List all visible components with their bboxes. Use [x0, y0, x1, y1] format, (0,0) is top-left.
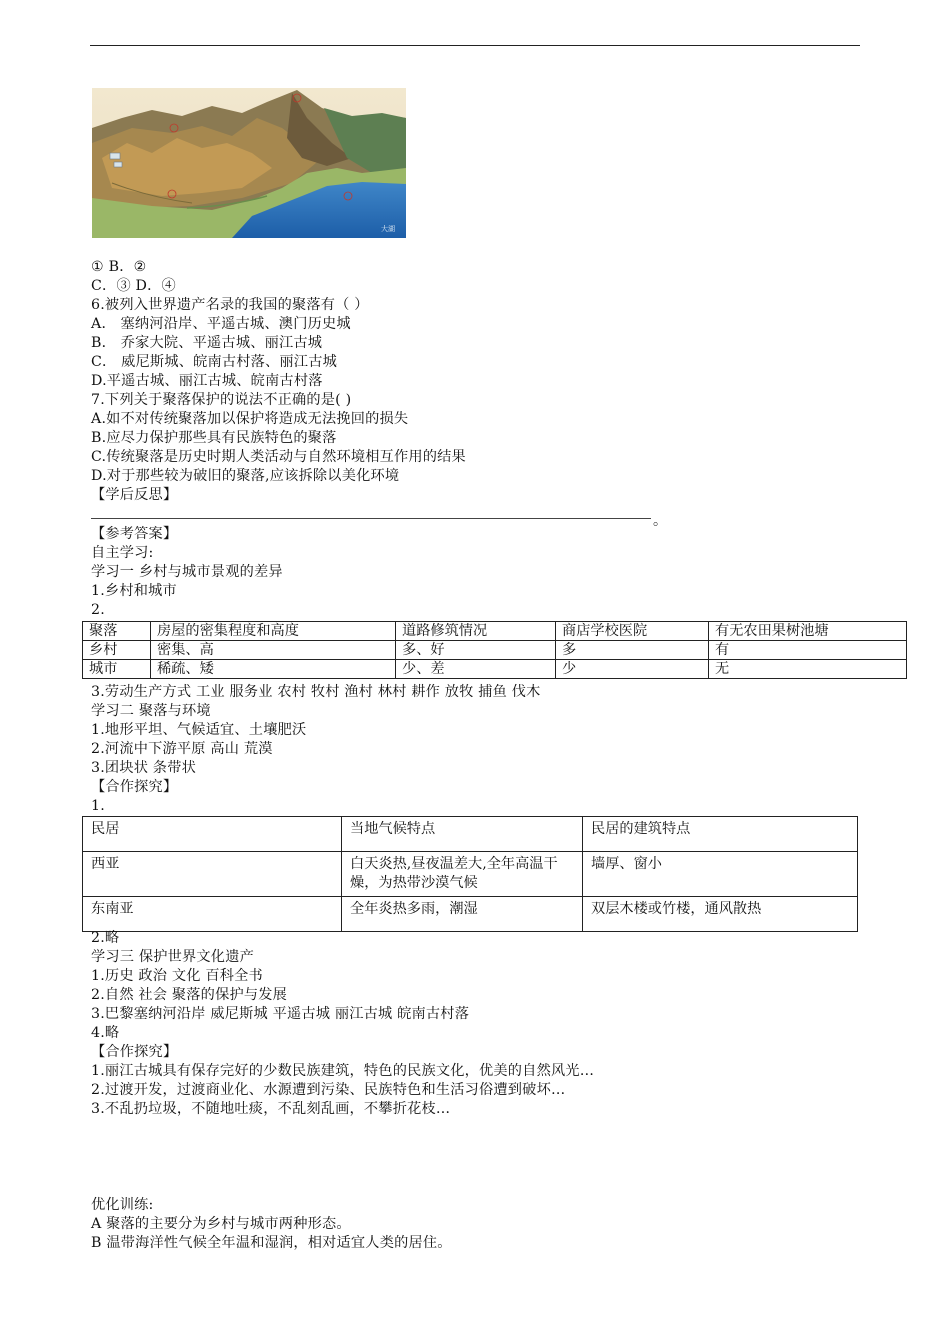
- study2-item2: 2.河流中下游平原 高山 荒漠: [91, 741, 273, 757]
- table-header-cell: 房屋的密集程度和高度: [151, 622, 396, 641]
- table-cell: 城市: [83, 660, 151, 679]
- explore-item3: 3.不乱扔垃圾，不随地吐痰，不乱刻乱画，不攀折花枝…: [91, 1101, 451, 1117]
- study2-title: 学习二 聚落与环境: [91, 703, 211, 719]
- q5-options-row2: C．③ D．④: [91, 278, 176, 294]
- q5-options-row1: ① B．②: [91, 259, 147, 275]
- table-cell: 双层木楼或竹楼，通风散热: [583, 897, 858, 932]
- table-cell: 墙厚、窗小: [583, 852, 858, 897]
- table-header-cell: 有无农田果树池塘: [709, 622, 907, 641]
- header-rule: [90, 45, 860, 46]
- table-cell: 乡村: [83, 641, 151, 660]
- table-cell: 少: [556, 660, 709, 679]
- q6-option-d: D.平遥古城、丽江古城、皖南古村落: [91, 373, 323, 389]
- lake-label: 大湖: [381, 225, 395, 233]
- study3-item3: 3.巴黎塞纳河沿岸 威尼斯城 平遥古城 丽江古城 皖南古村落: [91, 1006, 470, 1022]
- table-cell: 全年炎热多雨，潮湿: [342, 897, 583, 932]
- coop-heading: 【合作探究】: [91, 779, 178, 795]
- study2-item1: 1.地形平坦、气候适宜、土壤肥沃: [91, 722, 307, 738]
- landscape-illustration: [92, 88, 406, 238]
- table-header-cell: 聚落: [83, 622, 151, 641]
- explore-item2: 2.过渡开发，过渡商业化、水源遭到污染、民族特色和生活习俗遭到破坏…: [91, 1082, 566, 1098]
- table-row: [83, 897, 858, 932]
- q6-question: 6.被列入世界遗产名录的我国的聚落有（ ）: [91, 297, 369, 313]
- table-cell: 白天炎热,昼夜温差大,全年高温干燥，为热带沙漠气候: [342, 852, 583, 897]
- table-header-cell: 民居: [83, 817, 342, 852]
- reflection-blank: [91, 518, 651, 519]
- study3-title: 学习三 保护世界文化遗产: [91, 949, 254, 965]
- answers-heading: 【参考答案】: [91, 526, 178, 542]
- table-cell: 无: [709, 660, 907, 679]
- study1-item3: 3.劳动生产方式 工业 服务业 农村 牧村 渔村 林村 耕作 放牧 捕鱼 伐木: [91, 684, 541, 700]
- coop2-heading: 【合作探究】: [91, 1044, 178, 1060]
- q6-option-c: C． 威尼斯城、皖南古村落、丽江古城: [91, 354, 337, 370]
- table-row: [83, 660, 907, 679]
- dwelling-climate-table: [82, 816, 858, 932]
- study1-title: 学习一 乡村与城市景观的差异: [91, 564, 283, 580]
- study1-item1: 1.乡村和城市: [91, 583, 177, 599]
- coop-item1: 1.: [91, 798, 105, 814]
- table-cell: 多: [556, 641, 709, 660]
- optimization-item-a: A 聚落的主要分为乡村与城市两种形态。: [91, 1216, 351, 1232]
- table-cell: 东南亚: [83, 897, 342, 932]
- settlement-comparison-table: [82, 621, 907, 679]
- study2-item3: 3.团块状 条带状: [91, 760, 196, 776]
- reflection-heading: 【学后反思】: [91, 487, 178, 503]
- table-cell: 稀疏、矮: [151, 660, 396, 679]
- study3-item2: 2.自然 社会 聚落的保护与发展: [91, 987, 288, 1003]
- study1-item2: 2.: [91, 602, 105, 618]
- q7-option-a: A.如不对传统聚落加以保护将造成无法挽回的损失: [91, 411, 409, 427]
- table-header-row: [83, 817, 858, 852]
- table-header-cell: 商店学校医院: [556, 622, 709, 641]
- study3-item1: 1.历史 政治 文化 百科全书: [91, 968, 263, 984]
- q7-option-c: C.传统聚落是历史时期人类活动与自然环境相互作用的结果: [91, 449, 466, 465]
- table-cell: 西亚: [83, 852, 342, 897]
- q7-option-d: D.对于那些较为破旧的聚落,应该拆除以美化环境: [91, 468, 400, 484]
- self-study-label: 自主学习:: [91, 545, 154, 561]
- table-row: [83, 852, 858, 897]
- table-header-row: [83, 622, 907, 641]
- table-row: [83, 641, 907, 660]
- study3-item4: 4.略: [91, 1025, 120, 1041]
- table-cell: 有: [709, 641, 907, 660]
- q6-option-b: B． 乔家大院、平遥古城、丽江古城: [91, 335, 323, 351]
- table-cell: 少、差: [396, 660, 556, 679]
- reflection-end-mark: 。: [653, 513, 667, 529]
- table-header-cell: 民居的建筑特点: [583, 817, 858, 852]
- optimization-heading: 优化训练:: [91, 1197, 154, 1213]
- table-header-cell: 当地气候特点: [342, 817, 583, 852]
- optimization-item-b: B 温带海洋性气候全年温和湿润，相对适宜人类的居住。: [91, 1235, 452, 1251]
- table-cell: 多、好: [396, 641, 556, 660]
- q6-option-a: A． 塞纳河沿岸、平遥古城、澳门历史城: [91, 316, 351, 332]
- explore-item1: 1.丽江古城具有保存完好的少数民族建筑，特色的民族文化，优美的自然风光…: [91, 1063, 595, 1079]
- table-cell: 密集、高: [151, 641, 396, 660]
- table-header-cell: 道路修筑情况: [396, 622, 556, 641]
- q7-question: 7.下列关于聚落保护的说法不正确的是( ): [91, 392, 352, 408]
- coop-item2: 2.略: [91, 930, 120, 946]
- q7-option-b: B.应尽力保护那些具有民族特色的聚落: [91, 430, 337, 446]
